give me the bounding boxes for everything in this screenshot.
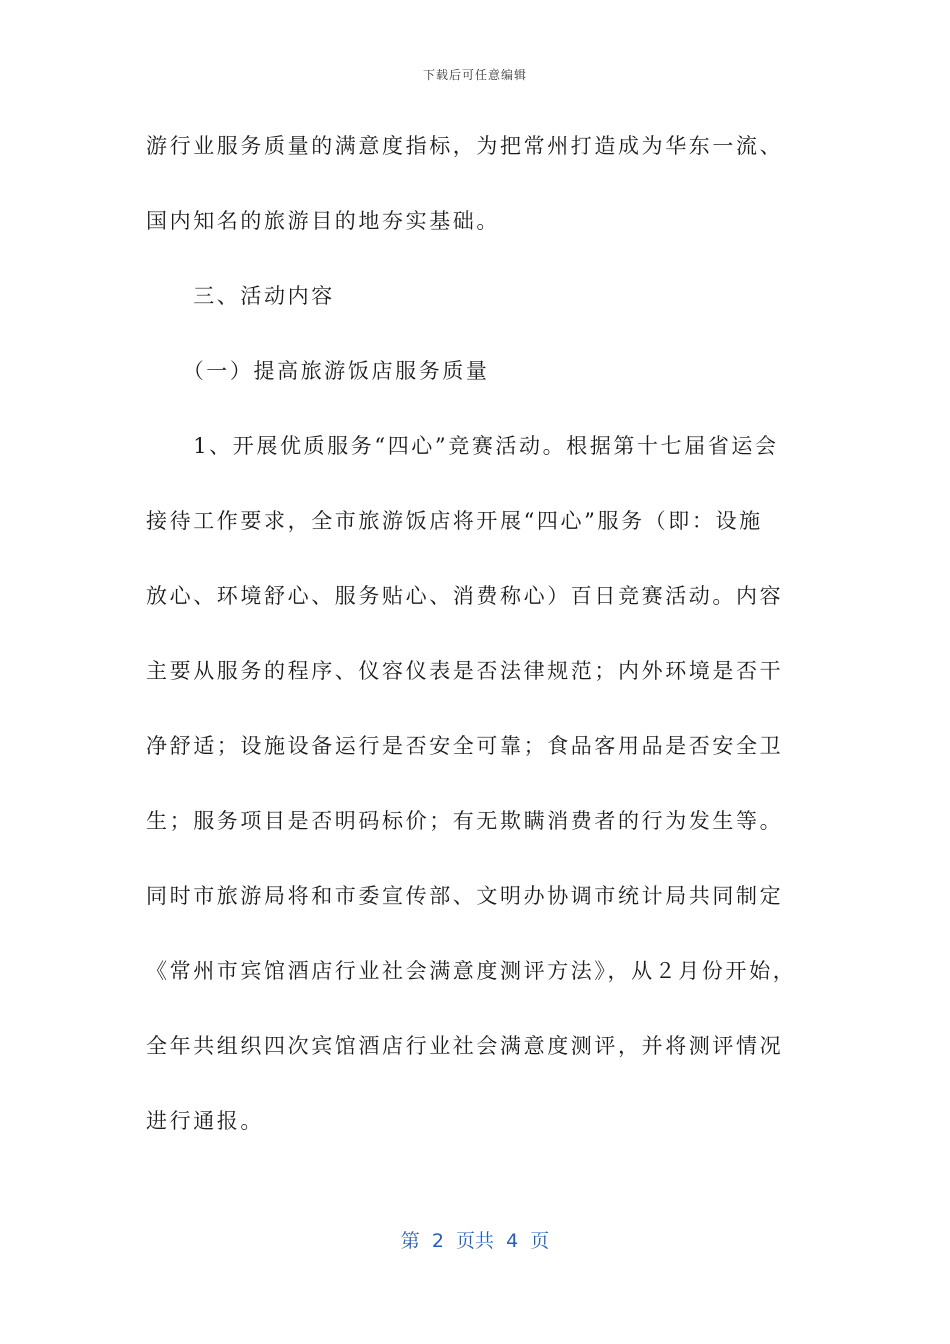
header-note: 下载后可任意编辑	[422, 68, 527, 82]
document-body	[146, 126, 806, 1176]
body-line: 接待工作要求，全市旅游饭店将开展“四心”服务（即：设施	[146, 509, 763, 533]
body-line: 《常州市宾馆酒店行业社会满意度测评方法》，从２月份开始，	[146, 959, 797, 983]
body-line: 净舒适；设施设备运行是否安全可靠；食品客用品是否安全卫	[146, 734, 784, 758]
body-line: 游行业服务质量的满意度指标，为把常州打造成为华东一流、	[146, 134, 784, 158]
body-line: 1、开展优质服务“四心”竞赛活动。根据第十七届省运会	[146, 434, 779, 458]
subsection-heading: （一）提高旅游饭店服务质量	[146, 359, 490, 383]
body-line: 进行通报。	[146, 1109, 264, 1133]
body-line: 同时市旅游局将和市委宣传部、文明办协调市统计局共同制定	[146, 884, 784, 908]
section-heading: 三、活动内容	[146, 284, 335, 308]
body-line: 国内知名的旅游目的地夯实基础。	[146, 209, 500, 233]
body-line: 主要从服务的程序、仪容仪表是否法律规范；内外环境是否干	[146, 659, 784, 683]
body-line: 生；服务项目是否明码标价；有无欺瞒消费者的行为发生等。	[146, 809, 784, 833]
body-line: 全年共组织四次宾馆酒店行业社会满意度测评，并将测评情况	[146, 1034, 784, 1058]
page-number-footer: 第 2 页共 4 页	[400, 1230, 550, 1252]
body-line: 放心、环境舒心、服务贴心、消费称心）百日竞赛活动。内容	[146, 584, 784, 608]
